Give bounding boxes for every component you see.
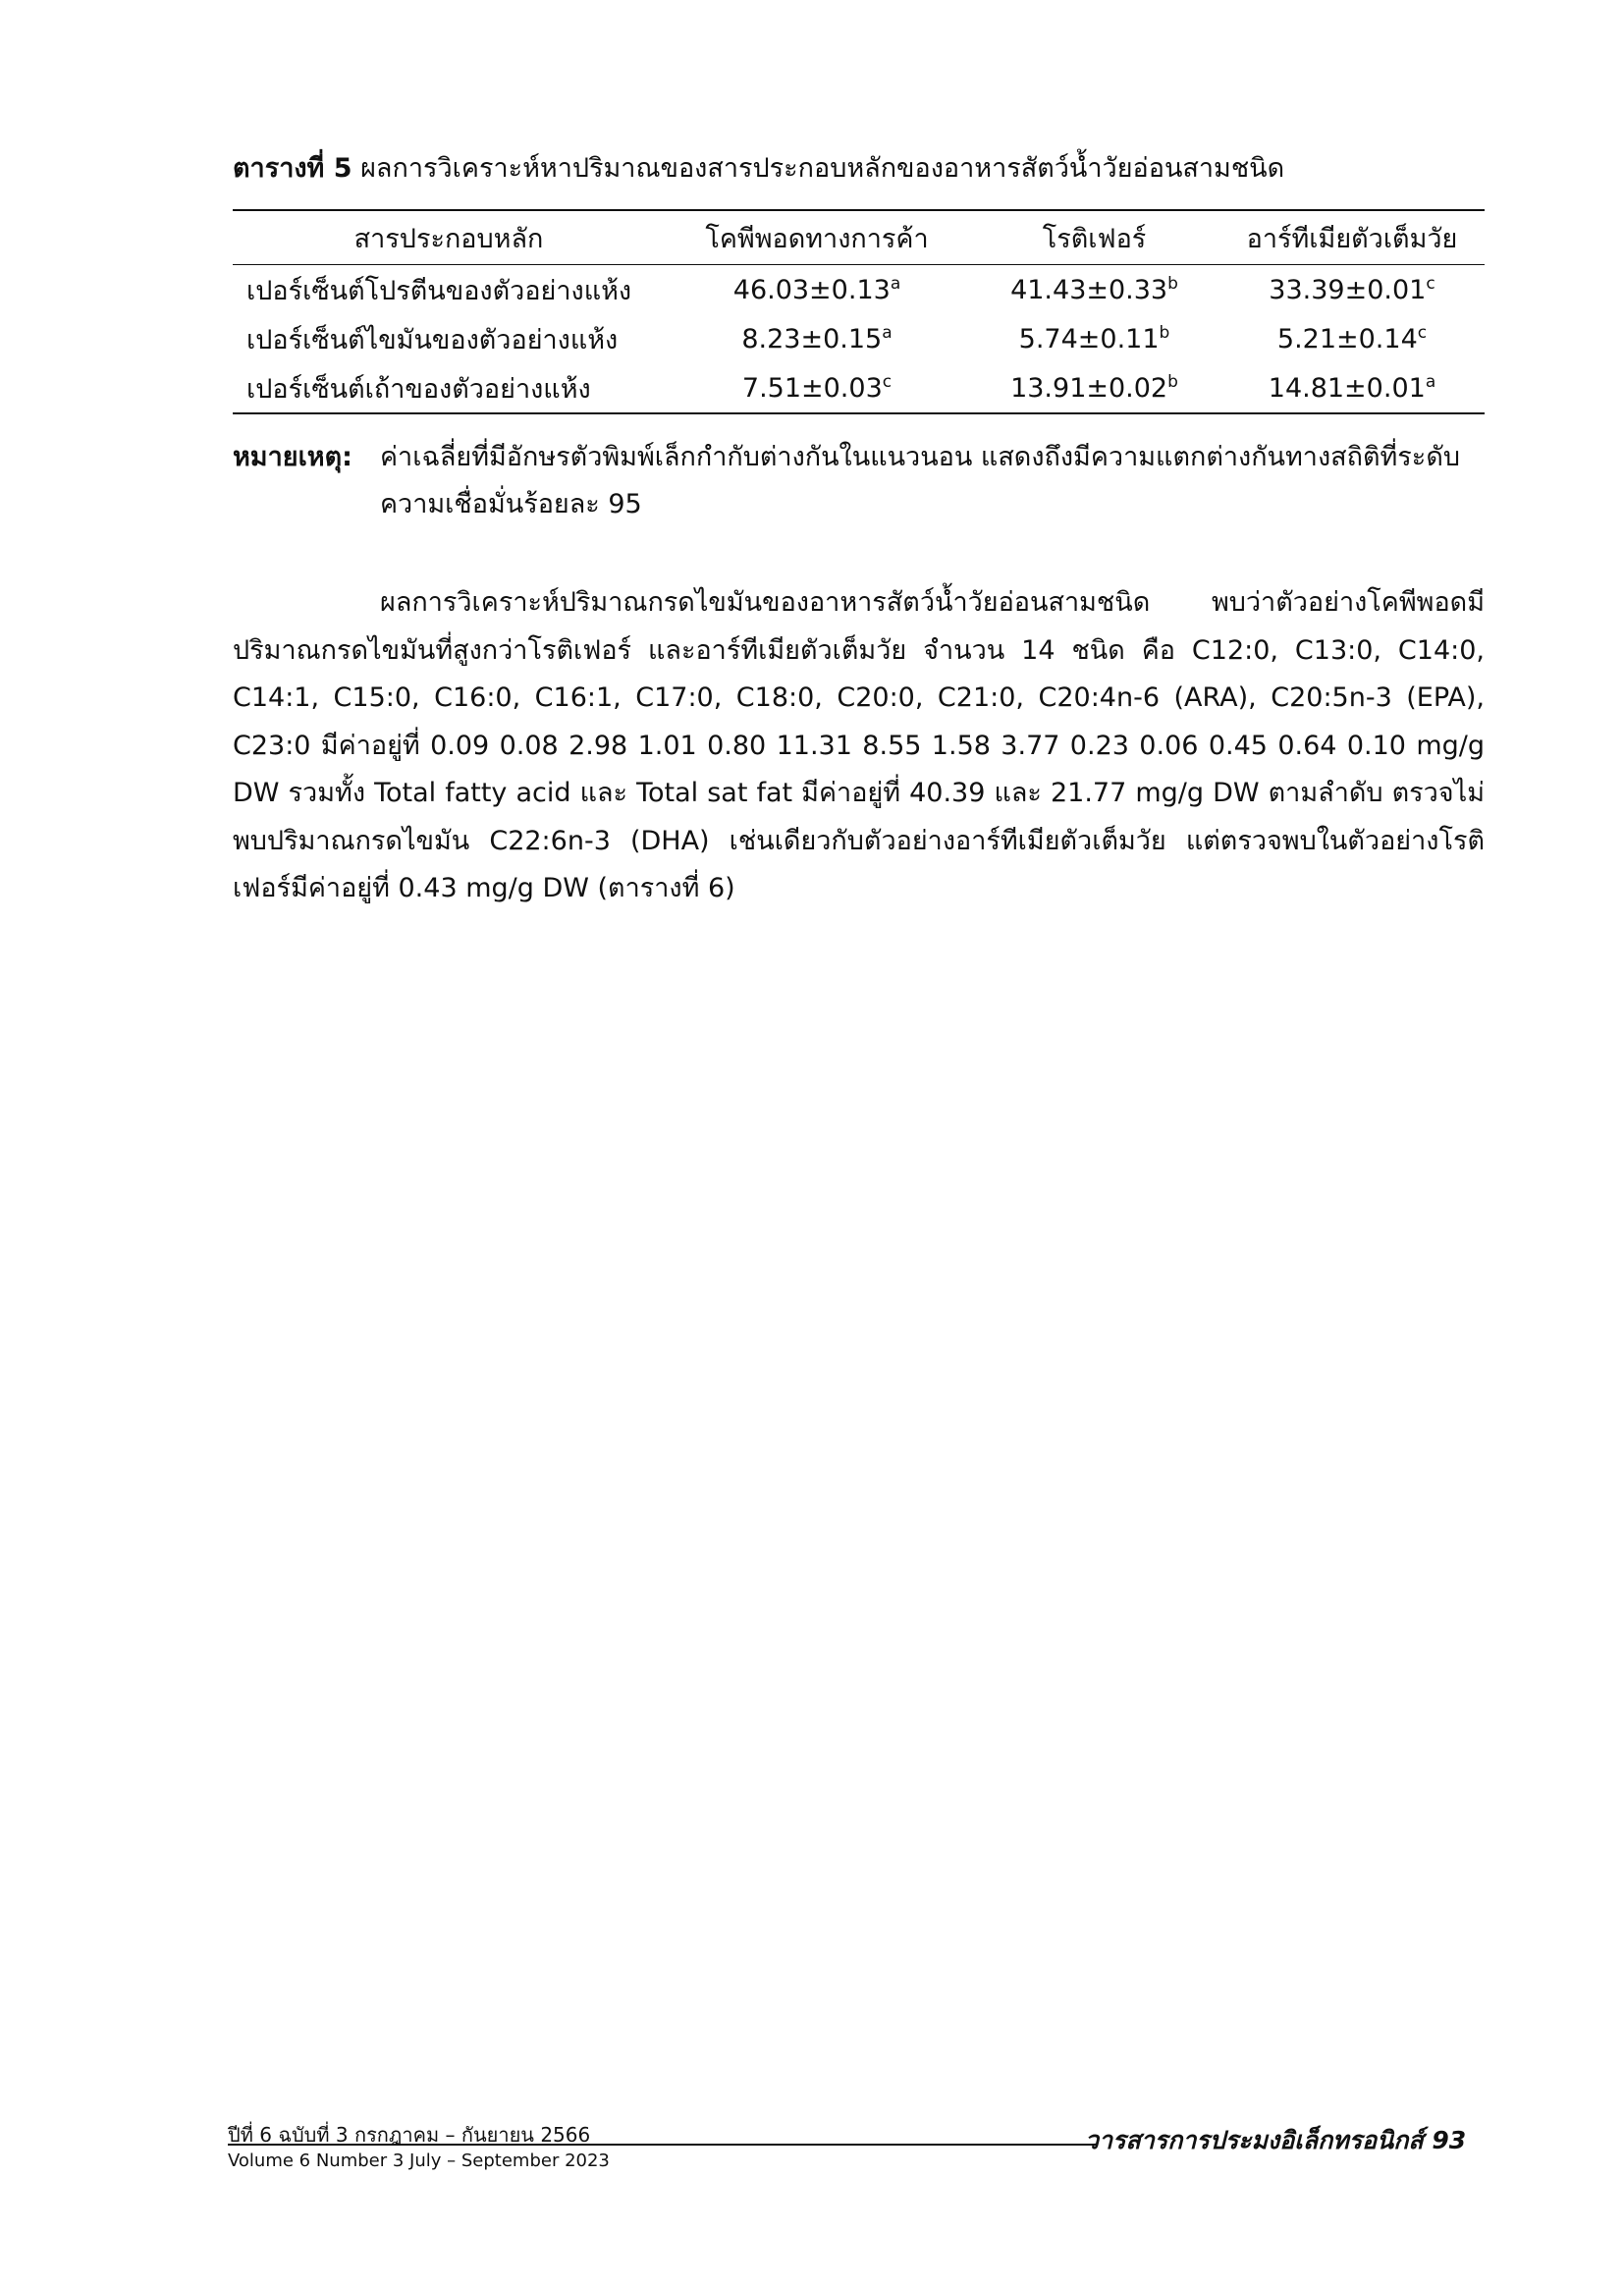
table-note: [233, 434, 1485, 528]
table-row: [233, 363, 1485, 413]
footer-journal-title: วารสารการประมงอิเล็กทรอนิกส์ 93: [1085, 2126, 1467, 2154]
column-header-rotifer: โรติเฟอร์: [969, 210, 1219, 265]
footer-divider: [228, 2144, 1097, 2146]
table-caption-label: ตารางที่ 5: [233, 153, 352, 184]
results-table: [233, 209, 1485, 414]
table-row: [233, 265, 1485, 315]
body-paragraph: ผลการวิเคราะห์ปริมาณกรดไขมันของอาหารสัตว์น้ำวัยอ่อนสามชนิด พบว่าตัวอย่างโคพีพอดมีปริมาณกรดไขมันที่สูงกว่าโรติเฟอร์ และอาร์ทีเมียตัวเต็มวัย จำนวน 14 ชนิด คือ C12:0, C13:0, C14:0, C14:1, C15:0, C16:0, C16:1, C17:0, C18:0, C20:0, C21:0, C20:4n-6 (ARA), C20:5n-3 (EPA), C23:0 มีค่าอยู่ที่ 0.09 0.08 2.98 1.01 0.80 11.31 8.55 1.58 3.77 0.23 0.06 0.45 0.64 0.10 mg/g DW รวมทั้ง Total fatty acid และ Total sat fat มีค่าอยู่ที่ 40.39 และ 21.77 mg/g DW ตามลำดับ ตรวจไม่พบปริมาณกรดไขมัน C22:6n-3 (DHA) เช่นเดียวกับตัวอย่างอาร์ทีเมียตัวเต็มวัย แต่ตรวจพบในตัวอย่างโรติเฟอร์มีค่าอยู่ที่ 0.43 mg/g DW (ตารางที่ 6): [233, 587, 1485, 903]
footer-issue-thai: ปีที่ 6 ฉบับที่ 3 กรกฎาคม – กันยายน 2566: [228, 2123, 591, 2147]
table-cell: 5.74±0.11$^b$: [1018, 323, 1170, 354]
row-label-fat: เปอร์เซ็นต์ไขมันของตัวอย่างแห้ง: [246, 324, 619, 355]
table-cell: 13.91±0.02$^b$: [969, 363, 1219, 413]
table-cell: 8.23±0.15$^a$: [741, 323, 893, 354]
note-text: ค่าเฉลี่ยที่มีอักษรตัวพิมพ์เล็กกำกับต่างกันในแนวนอน แสดงถึงมีความแตกต่างกันทางสถิติที่ระดับความเชื่อมั่นร้อยละ 95: [380, 442, 1460, 519]
table-header-row: [233, 210, 1485, 265]
table-cell: 7.51±0.03$^c$: [665, 363, 969, 413]
column-header-artemia: อาร์ทีเมียตัวเต็มวัย: [1219, 210, 1485, 265]
note-label: หมายเหตุ:: [233, 442, 352, 472]
table-cell: 14.81±0.01$^a$: [1219, 363, 1485, 413]
column-header-copepod: โคพีพอดทางการค้า: [665, 210, 969, 265]
table-cell: 33.39±0.01$^c$: [1269, 274, 1435, 305]
table-row: [233, 314, 1485, 363]
row-label-protein: เปอร์เซ็นต์โปรตีนของตัวอย่างแห้ง: [246, 275, 632, 306]
footer-volume-english: Volume 6 Number 3 July – September 2023: [228, 2150, 610, 2171]
row-label-ash: เปอร์เซ็นต์เถ้าของตัวอย่างแห้ง: [233, 363, 665, 413]
table-caption-text: ผลการวิเคราะห์หาปริมาณของสารประกอบหลักของอาหารสัตว์น้ำวัยอ่อนสามชนิด: [352, 153, 1285, 184]
table-cell: 46.03±0.13$^a$: [732, 274, 901, 305]
table-caption: [233, 149, 1391, 189]
column-header-compound: สารประกอบหลัก: [233, 210, 665, 265]
table-cell: 41.43±0.33$^b$: [1010, 274, 1178, 305]
table-cell: 5.21±0.14$^c$: [1276, 323, 1428, 354]
